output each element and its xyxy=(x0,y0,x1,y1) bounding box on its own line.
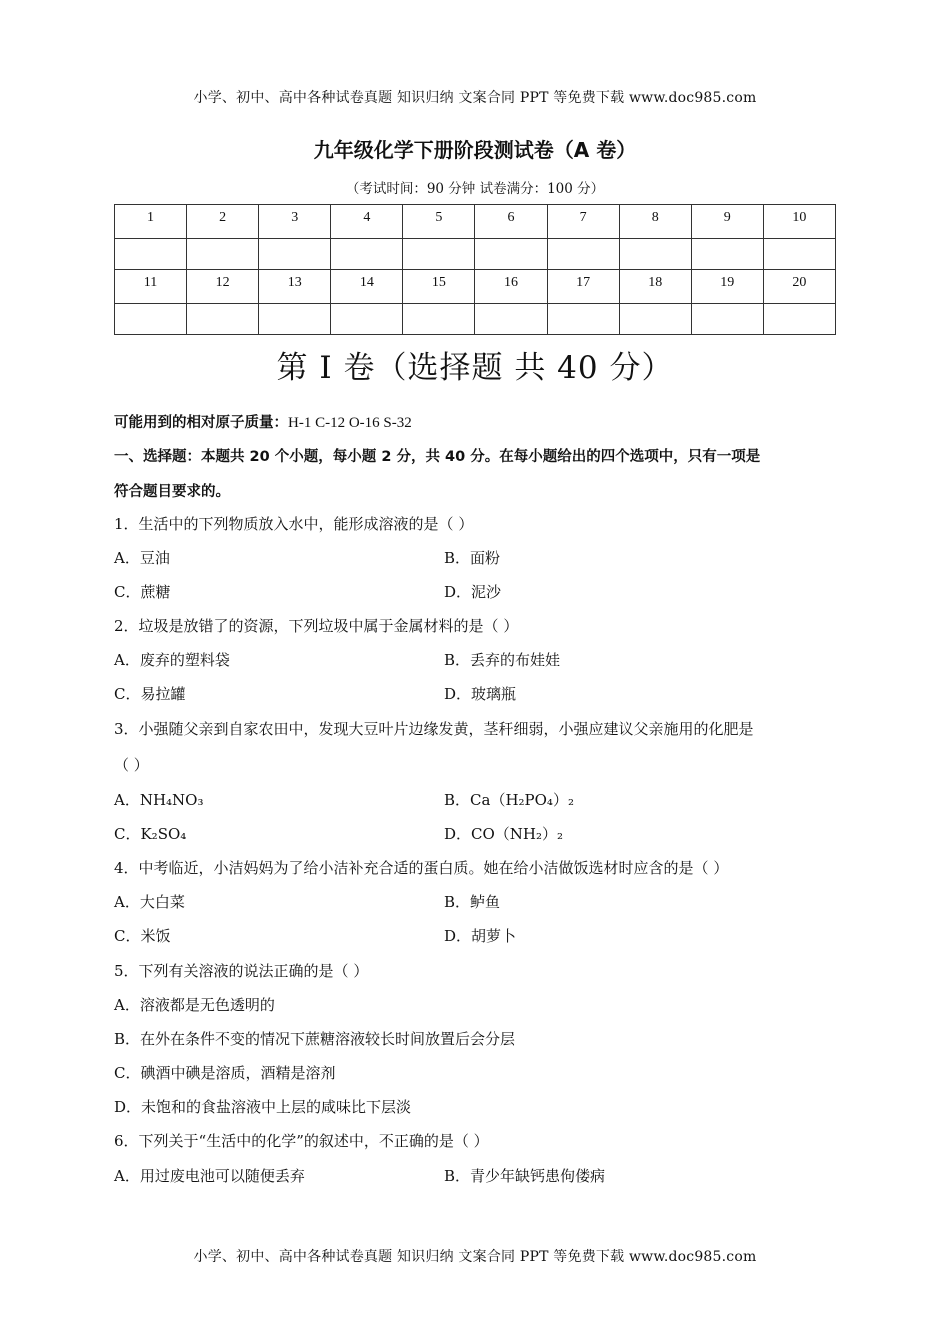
page-header: 小学、初中、高中各种试卷真题 知识归纳 文案合同 PPT 等免费下载 www.doc985.com xyxy=(193,90,757,106)
answer-cell[interactable] xyxy=(475,304,547,335)
answer-cell[interactable] xyxy=(187,239,259,270)
option-d[interactable]: D．CO（NH₂）₂ xyxy=(444,825,564,843)
option-a[interactable]: A．大白菜 xyxy=(114,893,185,911)
option-a[interactable]: A．溶液都是无色透明的 xyxy=(114,996,275,1014)
answer-cell[interactable] xyxy=(331,304,403,335)
answer-blank-row xyxy=(115,304,836,335)
answer-cell[interactable] xyxy=(115,239,187,270)
answer-number: 13 xyxy=(259,270,331,304)
section-title: 第 I 卷（选择题 共 40 分） xyxy=(276,350,674,386)
answer-number: 19 xyxy=(691,270,763,304)
option-d[interactable]: D．泥沙 xyxy=(444,583,502,601)
answer-cell[interactable] xyxy=(403,239,475,270)
answer-number: 17 xyxy=(547,270,619,304)
answer-cell[interactable] xyxy=(259,239,331,270)
question-stem: 1．生活中的下列物质放入水中，能形成溶液的是（ ） xyxy=(114,515,474,533)
question-stem-continued: （ ） xyxy=(114,756,149,774)
question-stem: 6．下列关于“生活中的化学”的叙述中，不正确的是（ ） xyxy=(114,1132,489,1150)
atomic-mass-line xyxy=(114,411,412,432)
answer-cell[interactable] xyxy=(691,304,763,335)
answer-number: 11 xyxy=(115,270,187,304)
page-footer: 小学、初中、高中各种试卷真题 知识归纳 文案合同 PPT 等免费下载 www.doc985.com xyxy=(193,1249,757,1265)
answer-cell[interactable] xyxy=(187,304,259,335)
option-b[interactable]: B．面粉 xyxy=(444,549,501,567)
answer-table xyxy=(114,204,836,335)
answer-number: 5 xyxy=(403,205,475,239)
answer-cell[interactable] xyxy=(763,304,835,335)
answer-number: 14 xyxy=(331,270,403,304)
option-a[interactable]: A．废弃的塑料袋 xyxy=(114,651,230,669)
answer-cell[interactable] xyxy=(259,304,331,335)
answer-number: 10 xyxy=(763,205,835,239)
answer-number: 9 xyxy=(691,205,763,239)
answer-number: 7 xyxy=(547,205,619,239)
answer-cell[interactable] xyxy=(619,239,691,270)
option-b[interactable]: B．鲈鱼 xyxy=(444,893,501,911)
option-d[interactable]: D．未饱和的食盐溶液中上层的咸味比下层淡 xyxy=(114,1098,412,1116)
answer-number: 12 xyxy=(187,270,259,304)
answer-number: 6 xyxy=(475,205,547,239)
answer-cell[interactable] xyxy=(115,304,187,335)
option-b[interactable]: B．在外在条件不变的情况下蔗糖溶液较长时间放置后会分层 xyxy=(114,1030,516,1048)
option-c[interactable]: C．易拉罐 xyxy=(114,685,186,703)
answer-number: 18 xyxy=(619,270,691,304)
answer-cell[interactable] xyxy=(763,239,835,270)
option-d[interactable]: D．玻璃瓶 xyxy=(444,685,517,703)
option-a[interactable]: A．用过废电池可以随便丢弃 xyxy=(114,1167,305,1185)
exam-subtitle: （考试时间：90 分钟 试卷满分：100 分） xyxy=(345,181,605,197)
option-a[interactable]: A．豆油 xyxy=(114,549,170,567)
answer-number: 20 xyxy=(763,270,835,304)
answer-cell[interactable] xyxy=(331,239,403,270)
answer-number: 16 xyxy=(475,270,547,304)
answer-cell[interactable] xyxy=(475,239,547,270)
answer-number: 4 xyxy=(331,205,403,239)
option-b[interactable]: B．丢弃的布娃娃 xyxy=(444,651,561,669)
question-stem: 4．中考临近，小洁妈妈为了给小洁补充合适的蛋白质。她在给小洁做饭选材时应含的是（ ） xyxy=(114,859,729,877)
option-d[interactable]: D．胡萝卜 xyxy=(444,927,517,945)
option-c[interactable]: C．K₂SO₄ xyxy=(114,825,187,843)
question-stem: 2．垃圾是放错了的资源，下列垃圾中属于金属材料的是（ ） xyxy=(114,617,519,635)
answer-cell[interactable] xyxy=(403,304,475,335)
answer-number: 3 xyxy=(259,205,331,239)
answer-cell[interactable] xyxy=(691,239,763,270)
answer-blank-row xyxy=(115,239,836,270)
exam-title: 九年级化学下册阶段测试卷（A 卷） xyxy=(313,138,637,162)
atomic-mass-label: 可能用到的相对原子质量： xyxy=(114,415,288,431)
option-c[interactable]: C．蔗糖 xyxy=(114,583,171,601)
answer-table-header-row xyxy=(115,270,836,304)
option-a[interactable]: A．NH₄NO₃ xyxy=(114,791,204,809)
answer-number: 2 xyxy=(187,205,259,239)
atomic-mass-values: H-1 C-12 O-16 S-32 xyxy=(288,415,412,431)
instructions-line-2: 符合题目要求的。 xyxy=(114,484,230,500)
answer-cell[interactable] xyxy=(547,304,619,335)
answer-cell[interactable] xyxy=(619,304,691,335)
answer-table-header-row xyxy=(115,205,836,239)
question-stem: 3．小强随父亲到自家农田中，发现大豆叶片边缘发黄，茎秆细弱，小强应建议父亲施用的化肥是 xyxy=(114,720,754,738)
question-stem: 5．下列有关溶液的说法正确的是（ ） xyxy=(114,962,369,980)
option-b[interactable]: B．青少年缺钙患佝偻病 xyxy=(444,1167,606,1185)
option-b[interactable]: B．Ca（H₂PO₄）₂ xyxy=(444,791,574,809)
answer-number: 1 xyxy=(115,205,187,239)
option-c[interactable]: C．碘酒中碘是溶质，酒精是溶剂 xyxy=(114,1064,336,1082)
answer-cell[interactable] xyxy=(547,239,619,270)
answer-number: 8 xyxy=(619,205,691,239)
option-c[interactable]: C．米饭 xyxy=(114,927,171,945)
instructions-line-1: 一、选择题：本题共 20 个小题，每小题 2 分，共 40 分。在每小题给出的四个选项中，只有一项是 xyxy=(114,449,761,465)
answer-number: 15 xyxy=(403,270,475,304)
